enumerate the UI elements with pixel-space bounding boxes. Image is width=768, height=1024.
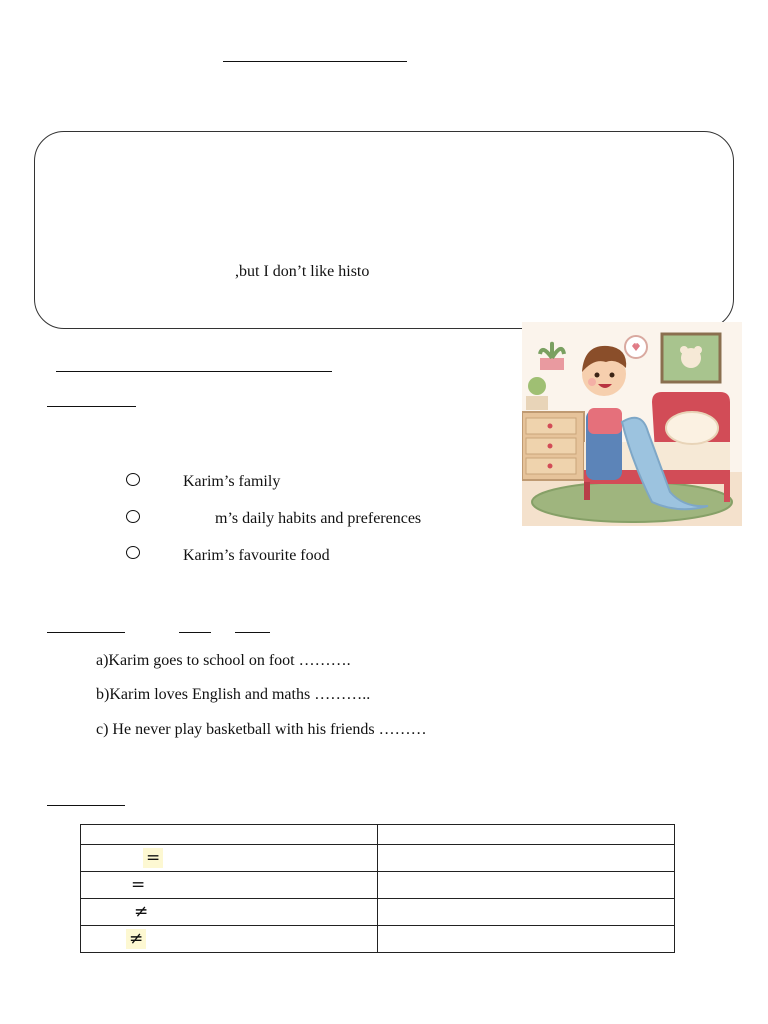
- radio-circle[interactable]: [126, 546, 140, 559]
- task-2-underline: [235, 632, 270, 633]
- task-2-underline: [179, 632, 211, 633]
- mcq-option-label: Karim’s favourite food: [183, 547, 330, 564]
- equals-symbol: =: [143, 848, 163, 868]
- answer-table: [80, 824, 675, 953]
- table-row: [81, 825, 675, 845]
- table-cell: [378, 872, 675, 899]
- table-cell: [378, 825, 675, 845]
- statement: c) He never play basketball with his friends ………: [96, 721, 427, 738]
- table-cell: [378, 899, 675, 926]
- mcq-option-label: Karim’s family: [183, 473, 281, 490]
- task-3-underline: [47, 805, 125, 806]
- task-2-underline: [47, 632, 125, 633]
- mcq-option-label: m’s daily habits and preferences: [215, 510, 422, 527]
- section-heading-underline: [56, 371, 332, 372]
- radio-circle[interactable]: [126, 510, 140, 523]
- table-cell: [81, 899, 378, 926]
- table-row: [81, 872, 675, 899]
- reading-text-box: [34, 131, 734, 329]
- statement: a)Karim goes to school on foot ……….: [96, 652, 351, 669]
- statement: b)Karim loves English and maths ………..: [96, 686, 371, 703]
- table-cell: [81, 872, 378, 899]
- title-underline: [223, 61, 407, 62]
- boy-making-bed-illustration: [522, 322, 742, 526]
- not-equal-symbol: ≠: [126, 929, 146, 949]
- table-cell: [378, 926, 675, 953]
- table-row: [81, 926, 675, 953]
- table-row: [81, 899, 675, 926]
- table-cell: [81, 825, 378, 845]
- table-cell: [81, 845, 378, 872]
- table-row: [81, 845, 675, 872]
- table-cell: [378, 845, 675, 872]
- table-cell: [81, 926, 378, 953]
- reading-text-line: ,but I don’t like histo: [235, 263, 370, 280]
- not-equal-symbol: ≠: [134, 902, 149, 922]
- radio-circle[interactable]: [126, 473, 140, 486]
- equals-symbol: =: [131, 875, 146, 895]
- task-1-underline: [47, 406, 136, 407]
